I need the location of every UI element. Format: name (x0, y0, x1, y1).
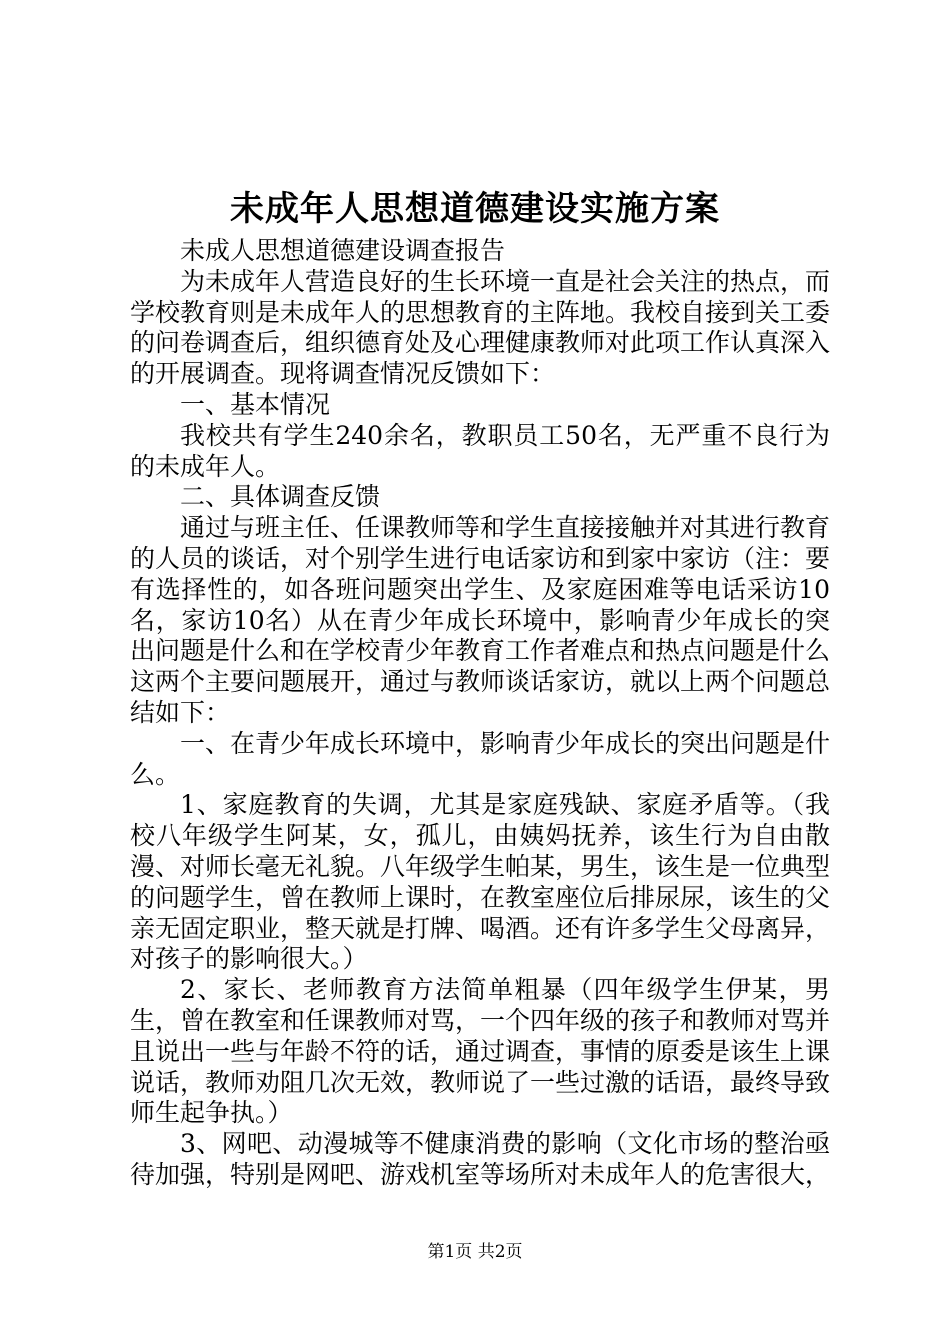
paragraph-item-1: 1、家庭教育的失调，尤其是家庭残缺、家庭矛盾等。（我校八年级学生阿某，女，孤儿，由姨妈抚养，该生行为自由散漫、对师长毫无礼貌。八年级学生帕某，男生，该生是一位典型的问题学生，曾在教师上课时，在教室座位后排尿尿，该生的父亲无固定职业，整天就是打牌、喝酒。还有许多学生父母离异，对孩子的影响很大。） (130, 790, 831, 974)
section-heading-feedback: 二、具体调查反馈 (180, 482, 381, 512)
section-heading-basic-situation: 一、基本情况 (180, 389, 331, 419)
page-footer: 第1页 共2页 (427, 1242, 523, 1262)
subsection-heading-problems: 一、在青少年成长环境中，影响青少年成长的突出问题是什么。 (130, 728, 831, 789)
paragraph-feedback: 通过与班主任、任课教师等和学生直接接触并对其进行教育的人员的谈话，对个别学生进行电话家访和到家中家访（注：要有选择性的，如各班问题突出学生、及家庭困难等电话采访10名，家访10名）从在青少年成长环境中，影响青少年成长的突出问题是什么和在学校青少年教育工作者难点和热点问题是什么这两个主要问题展开，通过与教师谈话家访，就以上两个问题总结如下： (130, 513, 831, 727)
paragraph-basic-situation: 我校共有学生240余名，教职员工50名，无严重不良行为的未成年人。 (130, 420, 830, 481)
paragraph-intro: 为未成年人营造良好的生长环境一直是社会关注的热点，而学校教育则是未成年人的思想教育的主阵地。我校自接到关工委的问卷调查后，组织德育处及心理健康教师对此项工作认真深入的开展调查。现将调查情况反馈如下： (130, 266, 831, 389)
paragraph-item-2: 2、家长、老师教育方法简单粗暴（四年级学生伊某，男生，曾在教室和任课教师对骂，一个四年级的孩子和教师对骂并且说出一些与年龄不符的话，通过调查，事情的原委是该生上课说话，教师劝阻几次无效，教师说了一些过激的话语，最终导致师生起争执。） (130, 975, 831, 1128)
paragraph-item-3: 3、网吧、动漫城等不健康消费的影响（文化市场的整治亟待加强，特别是网吧、游戏机室等场所对未成年人的危害很大， (130, 1129, 831, 1189)
document-title: 未成年人思想道德建设实施方案 (230, 189, 720, 229)
paragraph-report-heading: 未成人思想道德建设调查报告 (180, 236, 506, 265)
document-body (130, 236, 830, 1191)
